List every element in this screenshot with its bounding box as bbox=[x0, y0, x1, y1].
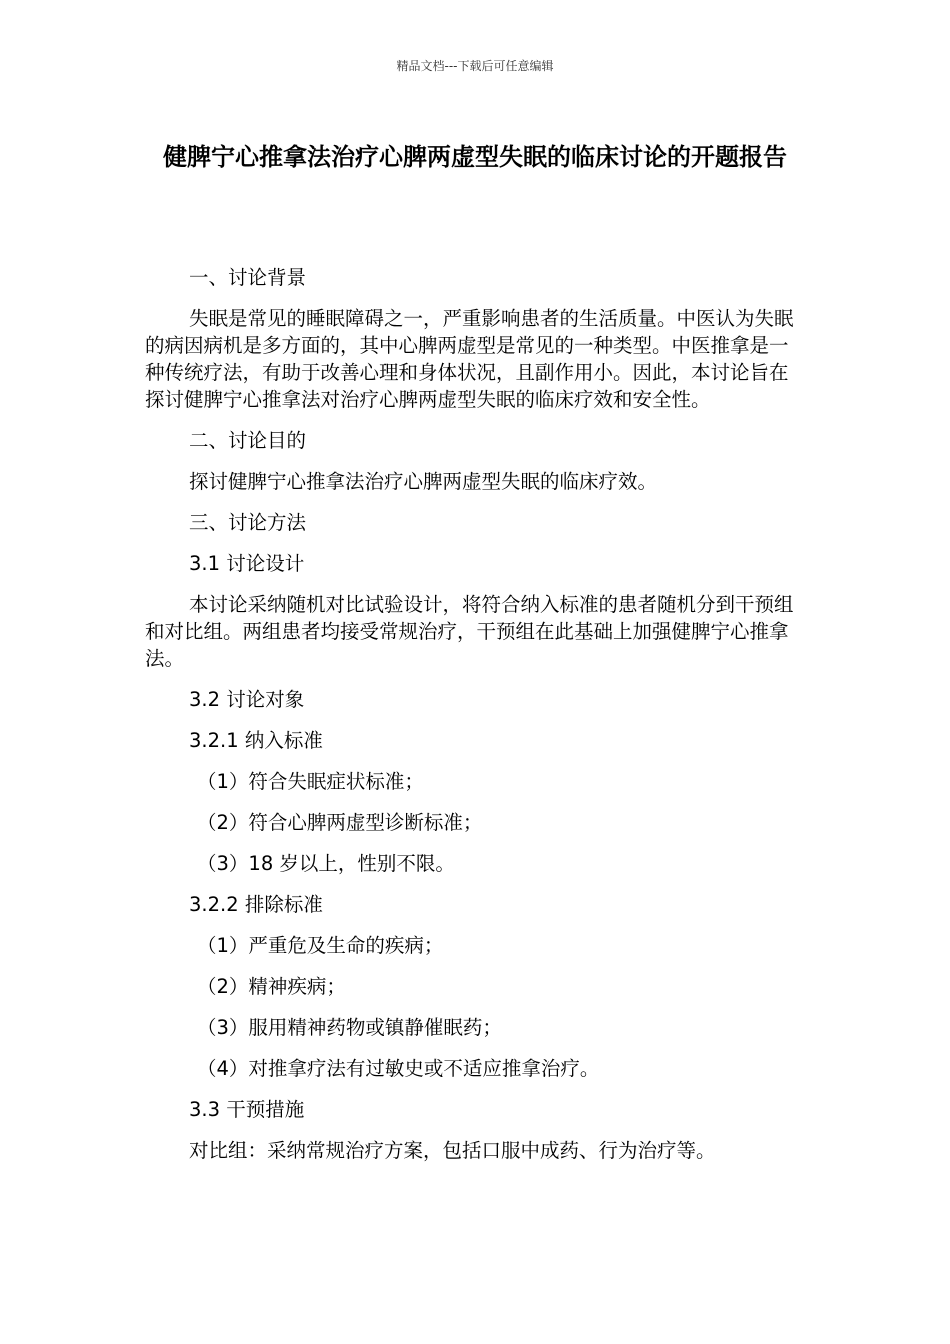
list-item: （2）符合心脾两虚型诊断标准； bbox=[197, 811, 483, 834]
section-heading: 三、讨论方法 bbox=[189, 511, 307, 534]
list-item: （3）18 岁以上，性别不限。 bbox=[197, 852, 455, 875]
paragraph: 失眠是常见的睡眠障碍之一，严重影响患者的生活质量。中医认为失眠的病因病机是多方面的，其中心脾两虚型是常见的一种类型。中医推拿是一种传统疗法，有助于改善心理和身体状况，且副作用小。因此，本讨论旨在探讨健脾宁心推拿法对治疗心脾两虚型失眠的临床疗效和安全性。 bbox=[145, 307, 794, 411]
document-title: 健脾宁心推拿法治疗心脾两虚型失眠的临床讨论的开题报告 bbox=[163, 143, 787, 171]
subsection-heading: 3.1 讨论设计 bbox=[189, 552, 305, 575]
list-item: （4）对推拿疗法有过敏史或不适应推拿治疗。 bbox=[197, 1057, 600, 1080]
subsection-heading: 3.3 干预措施 bbox=[189, 1098, 305, 1121]
paragraph: 探讨健脾宁心推拿法治疗心脾两虚型失眠的临床疗效。 bbox=[189, 470, 658, 493]
watermark-header: 精品文档---下载后可任意编辑 bbox=[396, 59, 554, 73]
subsection-heading: 3.2.2 排除标准 bbox=[189, 893, 323, 916]
paragraph: 对比组：采纳常规治疗方案，包括口服中成药、行为治疗等。 bbox=[189, 1139, 716, 1162]
paragraph: 本讨论采纳随机对比试验设计，将符合纳入标准的患者随机分到干预组和对比组。两组患者均接受常规治疗，干预组在此基础上加强健脾宁心推拿法。 bbox=[145, 593, 794, 670]
subsection-heading: 3.2 讨论对象 bbox=[189, 688, 305, 711]
subsection-heading: 3.2.1 纳入标准 bbox=[189, 729, 323, 752]
list-item: （1）严重危及生命的疾病； bbox=[197, 934, 444, 957]
list-item: （3）服用精神药物或镇静催眠药； bbox=[197, 1016, 502, 1039]
document-body bbox=[145, 264, 800, 1178]
list-item: （1）符合失眠症状标准； bbox=[197, 770, 424, 793]
list-item: （2）精神疾病； bbox=[197, 975, 346, 998]
section-heading: 一、讨论背景 bbox=[189, 266, 307, 289]
section-heading: 二、讨论目的 bbox=[189, 429, 307, 452]
